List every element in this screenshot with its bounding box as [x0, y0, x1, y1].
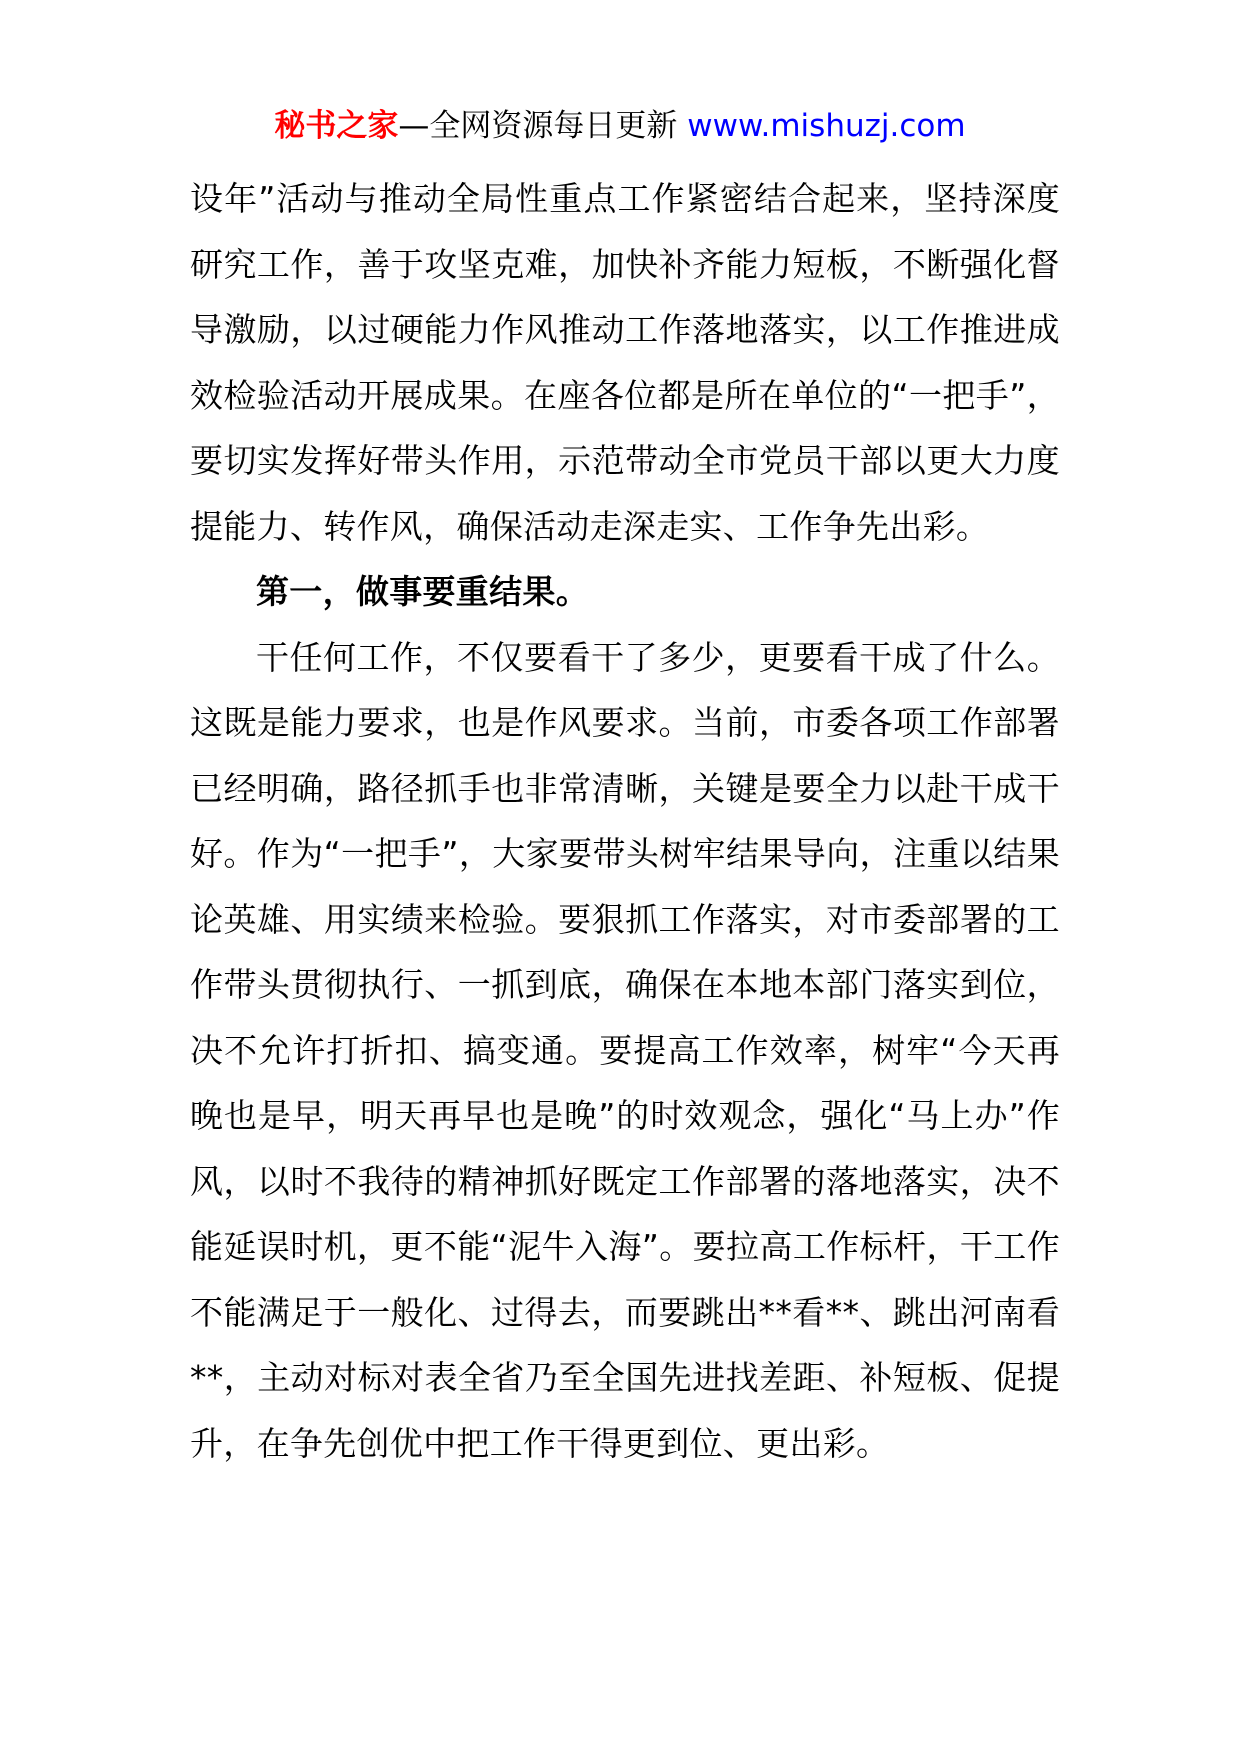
paragraph-continued: 设年”活动与推动全局性重点工作紧密结合起来，坚持深度研究工作，善于攻坚克难，加快补齐能力短板，不断强化督导激励，以过硬能力作风推动工作落地落实，以工作推进成效检验活动开展成果。在座各位都是所在单位的“一把手”，要切实发挥好带头作用，示范带动全市党员干部以更大力度提能力、转作风，确保活动走深走实、工作争先出彩。	[190, 179, 1060, 546]
document-body	[190, 166, 1060, 1476]
paragraph-body: 干任何工作，不仅要看干了多少，更要看干成了什么。这既是能力要求，也是作风要求。当前，市委各项工作部署已经明确，路径抓手也非常清晰，关键是要全力以赴干成干好。作为“一把手”，大家要带头树牢结果导向，注重以结果论英雄、用实绩来检验。要狠抓工作落实，对市委部署的工作带头贯彻执行、一抓到底，确保在本地本部门落实到位，决不允许打折扣、搞变通。要提高工作效率，树牢“今天再晚也是早，明天再早也是晚”的时效观念，强化“马上办”作风，以时不我待的精神抓好既定工作部署的落地落实，决不能延误时机，更不能“泥牛入海”。要拉高工作标杆，干工作不能满足于一般化、过得去，而要跳出**看**、跳出河南看**，主动对标对表全省乃至全国先进找差距、补短板、促提升，在争先创优中把工作干得更到位、更出彩。	[190, 637, 1060, 1463]
header-url-link[interactable]: www.mishuzj.com	[687, 108, 966, 144]
section-heading: 第一，做事要重结果。	[256, 572, 589, 611]
header-brand: 秘书之家	[274, 108, 399, 144]
header-slogan: —全网资源每日更新	[398, 108, 678, 144]
page-header	[0, 100, 1240, 152]
